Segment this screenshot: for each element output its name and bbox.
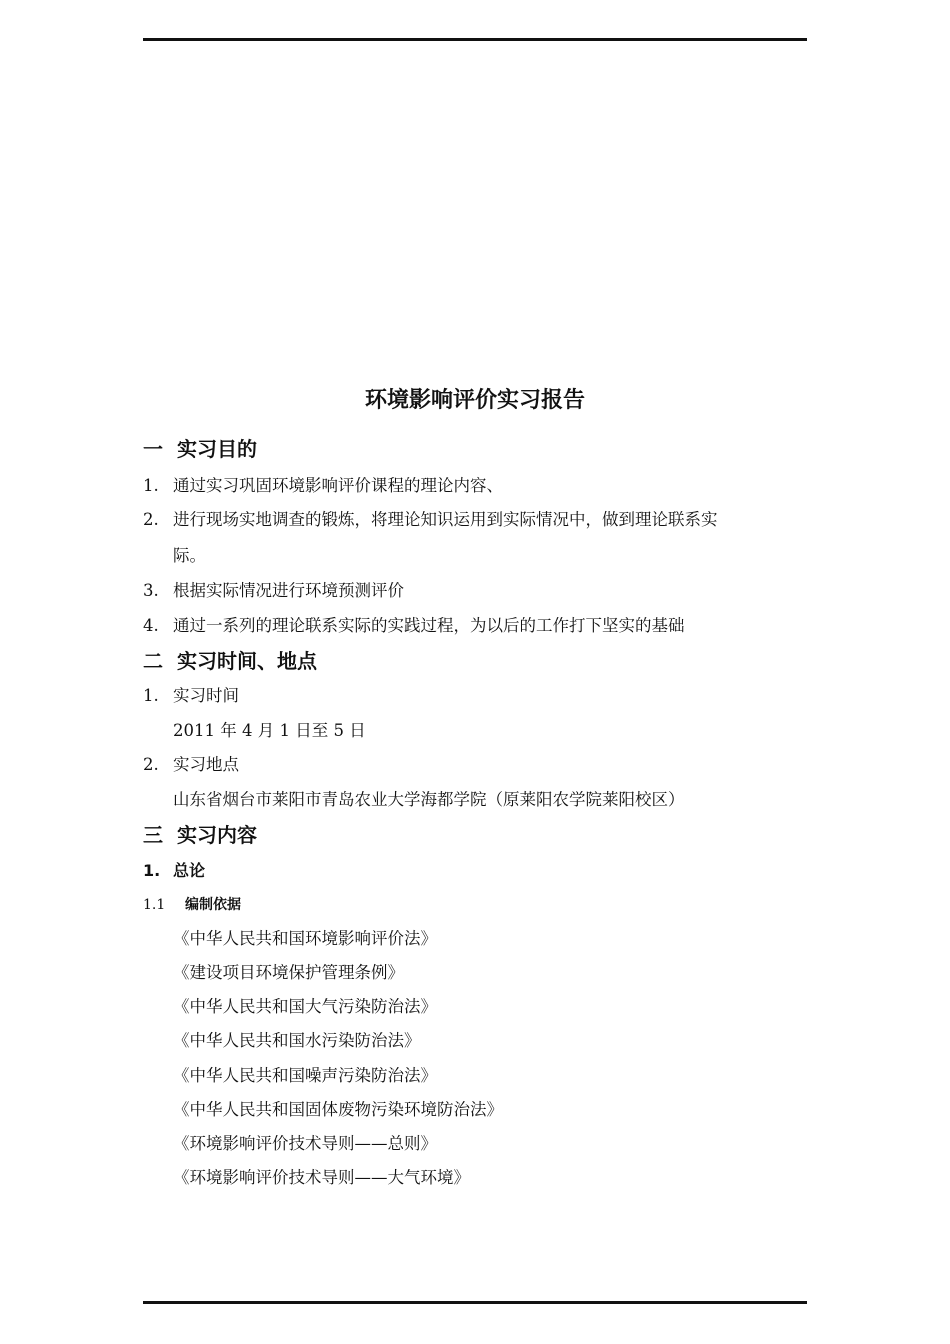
internship-location-value: 山东省烟台市莱阳市青岛农业大学海都学院（原莱阳农学院莱阳校区） bbox=[173, 790, 685, 809]
list-text: 实习地点 bbox=[173, 755, 239, 774]
subsection-number: 1. bbox=[143, 861, 161, 880]
list-text: 根据实际情况进行环境预测评价 bbox=[173, 581, 404, 600]
footer-rule bbox=[143, 1301, 807, 1304]
subsubsection-title: 编制依据 bbox=[185, 897, 241, 913]
list-number: 1. bbox=[143, 476, 159, 495]
law-item: 《中华人民共和国水污染防治法》 bbox=[173, 1031, 421, 1050]
section-title: 实习目的 bbox=[177, 437, 257, 461]
subsubsection-heading bbox=[143, 895, 241, 915]
list-number: 1. bbox=[143, 686, 159, 705]
subsubsection-number: 1.1 bbox=[143, 897, 166, 913]
section-title: 实习内容 bbox=[177, 823, 257, 847]
list-number: 2. bbox=[143, 755, 159, 774]
list-number: 2. bbox=[143, 510, 159, 529]
list-item bbox=[143, 753, 239, 777]
list-item-continuation: 际。 bbox=[173, 546, 206, 565]
section-number: 二 bbox=[143, 649, 163, 673]
law-item: 《中华人民共和国噪声污染防治法》 bbox=[173, 1066, 437, 1085]
law-item: 《中华人民共和国大气污染防治法》 bbox=[173, 997, 437, 1016]
law-item: 《中华人民共和国固体废物污染环境防治法》 bbox=[173, 1100, 503, 1119]
section-heading bbox=[143, 822, 257, 848]
list-item bbox=[143, 614, 685, 638]
list-item bbox=[143, 508, 718, 532]
internship-time-value: 2011 年 4 月 1 日至 5 日 bbox=[173, 721, 366, 740]
list-number: 3. bbox=[143, 581, 159, 600]
law-item: 《环境影响评价技术导则——大气环境》 bbox=[173, 1168, 470, 1187]
law-item: 《中华人民共和国环境影响评价法》 bbox=[173, 929, 437, 948]
section-title: 实习时间、地点 bbox=[177, 649, 317, 673]
law-item: 《环境影响评价技术导则——总则》 bbox=[173, 1134, 437, 1153]
list-item bbox=[143, 684, 239, 708]
list-item bbox=[143, 474, 503, 498]
section-heading bbox=[143, 648, 317, 674]
section-heading bbox=[143, 436, 257, 462]
law-item: 《建设项目环境保护管理条例》 bbox=[173, 963, 404, 982]
list-text: 进行现场实地调查的锻炼，将理论知识运用到实际情况中，做到理论联系实 bbox=[173, 510, 718, 529]
list-text: 通过实习巩固环境影响评价课程的理论内容、 bbox=[173, 476, 503, 495]
section-number: 一 bbox=[143, 437, 163, 461]
subsection-heading bbox=[143, 860, 205, 882]
list-item bbox=[143, 579, 404, 603]
header-rule bbox=[143, 38, 807, 41]
list-text: 实习时间 bbox=[173, 686, 239, 705]
subsection-title: 总论 bbox=[173, 861, 206, 880]
list-text: 通过一系列的理论联系实际的实践过程，为以后的工作打下坚实的基础 bbox=[173, 616, 685, 635]
list-number: 4. bbox=[143, 616, 159, 635]
section-number: 三 bbox=[143, 823, 163, 847]
document-title: 环境影响评价实习报告 bbox=[364, 388, 585, 413]
